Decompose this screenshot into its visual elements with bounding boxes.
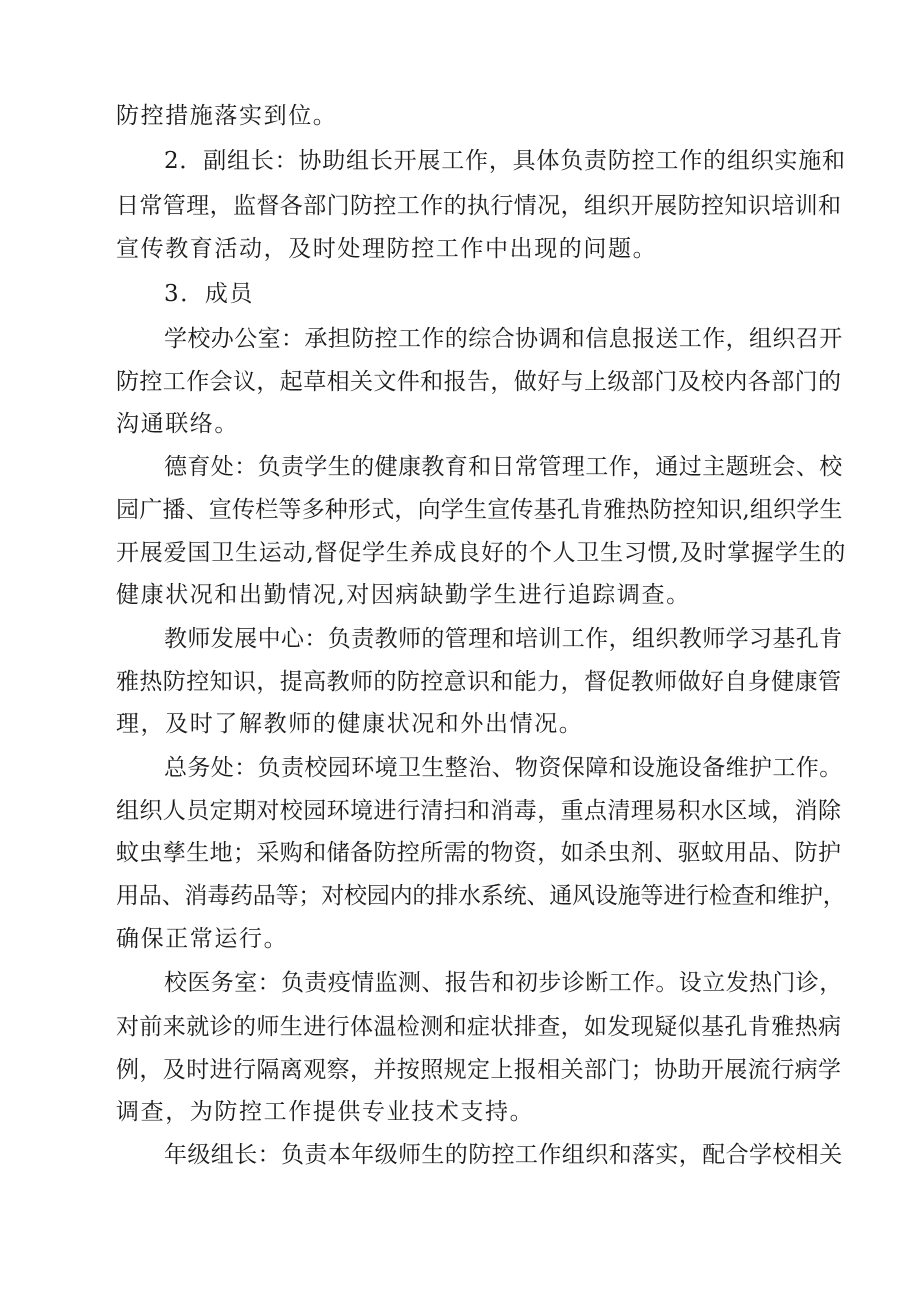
text-line: 防控工作会议，起草相关文件和报告，做好与上级部门及校内各部门的 (116, 369, 842, 395)
text-line: 2．副组长：协助组长开展工作，具体负责防控工作的组织实施和 (164, 148, 846, 174)
text-line: 理，及时了解教师的健康状况和外出情况。 (116, 711, 584, 737)
text-line: 年级组长：负责本年级师生的防控工作组织和落实，配合学校相关 (164, 1142, 843, 1168)
text-line: 校医务室：负责疫情监测、报告和初步诊断工作。设立发热门诊， (164, 970, 843, 996)
text-line: 开展爱国卫生运动,督促学生养成良好的个人卫生习惯,及时掌握学生的 (116, 540, 847, 566)
text-line: 组织人员定期对校园环境进行清扫和消毒，重点清理易积水区域，消除 (116, 798, 842, 824)
text-line: 例，及时进行隔离观察，并按照规定上报相关部门；协助开展流行病学 (116, 1057, 842, 1083)
text-line: 调查，为防控工作提供专业技术支持。 (116, 1099, 535, 1125)
text-line: 沟通联络。 (116, 411, 239, 437)
text-line: 健康状况和出勤情况,对因病缺勤学生进行追踪调查。 (116, 582, 691, 608)
text-line: 用品、消毒药品等；对校园内的排水系统、通风设施等进行检查和维护， (116, 883, 846, 909)
text-line: 教师发展中心：负责教师的管理和培训工作，组织教师学习基孔肯 (164, 626, 843, 652)
text-line: 总务处：负责校园环境卫生整治、物资保障和设施设备维护工作。 (164, 755, 843, 781)
text-line: 防控措施落实到位。 (116, 103, 338, 129)
text-line: 宣传教育活动，及时处理防控工作中出现的问题。 (116, 236, 658, 262)
text-line: 确保正常运行。 (116, 926, 289, 952)
text-line: 对前来就诊的师生进行体温检测和症状排查，如发现疑似基孔肯雅热病 (116, 1014, 842, 1040)
text-line: 园广播、宣传栏等多种形式，向学生宣传基孔肯雅热防控知识,组织学生 (116, 497, 843, 523)
text-line: 德育处：负责学生的健康教育和日常管理工作，通过主题班会、校 (164, 454, 843, 480)
text-line: 学校办公室：承担防控工作的综合协调和信息报送工作，组织召开 (164, 326, 843, 352)
text-line: 3．成员 (164, 281, 255, 307)
text-line: 雅热防控知识，提高教师的防控意识和能力，督促教师做好自身健康管 (116, 669, 842, 695)
text-line: 蚊虫孳生地；采购和储备防控所需的物资，如杀虫剂、驱蚊用品、防护 (116, 840, 842, 866)
text-line: 日常管理，监督各部门防控工作的执行情况，组织开展防控知识培训和 (116, 193, 842, 219)
